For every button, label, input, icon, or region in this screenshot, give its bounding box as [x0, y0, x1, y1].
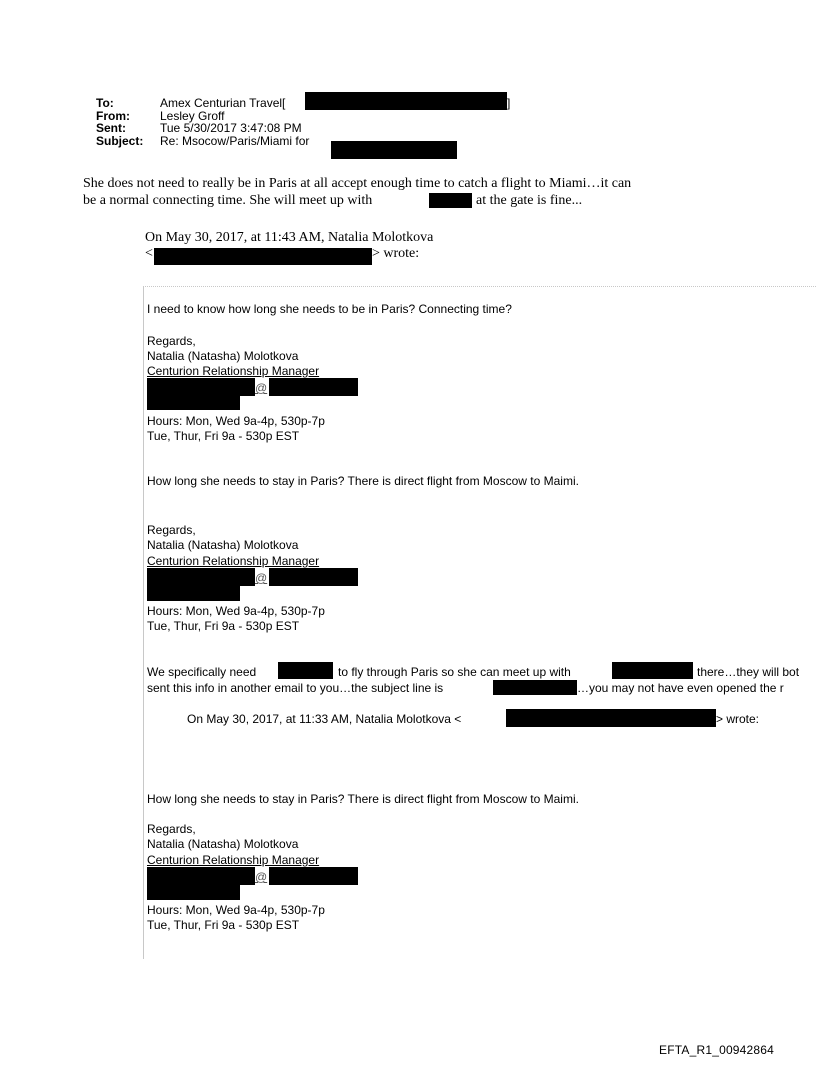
reply-line-1: She does not need to really be in Paris at all accept enough time to catch a flight to Miami…it can [83, 176, 632, 191]
sig3-hours-1: Hours: Mon, Wed 9a-4p, 530p-7p [147, 903, 325, 917]
sig1-title: Centurion Relationship Manager [147, 364, 320, 378]
sig2-regards: Regards, [147, 523, 196, 537]
to-value: Amex Centurian Travel[ [160, 96, 286, 110]
sig3-regards: Regards, [147, 822, 196, 836]
sig2-title: Centurion Relationship Manager [147, 554, 320, 568]
quote-header-line-2a: < [145, 246, 153, 261]
sig2-hours-1: Hours: Mon, Wed 9a-4p, 530p-7p [147, 604, 325, 618]
reply-line-2a: be a normal connecting time. She will meet up with [83, 193, 373, 208]
redaction-sig2-extra [147, 586, 240, 601]
subject-value: Re: Msocow/Paris/Miami for [160, 134, 310, 148]
redaction-sig1-domain [269, 378, 358, 396]
redaction-sig3-domain [269, 867, 358, 885]
sig3-at: @ [255, 870, 268, 884]
from-value: Lesley Groff [160, 109, 225, 123]
sig2-hours-2: Tue, Thur, Fri 9a - 530p EST [147, 619, 300, 633]
bates-number: EFTA_R1_00942864 [659, 1043, 775, 1057]
redaction-msg3-name-1 [278, 662, 333, 679]
sig2-name: Natalia (Natasha) Molotkova [147, 538, 299, 552]
redaction-quote2-email [506, 709, 716, 727]
msg3-line-1b: to fly through Paris so she can meet up with [338, 665, 571, 679]
to-label: To: [96, 96, 114, 110]
quote-top-rule [143, 286, 816, 287]
sent-label: Sent: [96, 121, 126, 135]
sig3-title: Centurion Relationship Manager [147, 853, 320, 867]
quote2-line-b: > wrote: [716, 712, 760, 726]
msg1-question: I need to know how long she needs to be in Paris? Connecting time? [147, 302, 512, 316]
sig1-regards: Regards, [147, 334, 196, 348]
redaction-sig2-domain [269, 568, 358, 586]
sig1-at: @ [255, 381, 268, 395]
redaction-msg3-subject [493, 680, 577, 695]
quote-left-rule [143, 286, 144, 959]
msg3-line-1a: We specifically need [147, 665, 257, 679]
sig1-hours-1: Hours: Mon, Wed 9a-4p, 530p-7p [147, 414, 325, 428]
redaction-quote-email [154, 248, 372, 265]
redaction-sig1-user [147, 378, 255, 396]
subject-label: Subject: [96, 134, 144, 148]
redaction-subject-name [331, 141, 457, 159]
redaction-sig3-user [147, 867, 255, 885]
to-trailing-bracket: ] [507, 96, 511, 110]
quote-header-line-2b: > wrote: [372, 246, 420, 261]
quote-header-line-1: On May 30, 2017, at 11:43 AM, Natalia Molotkova [145, 230, 434, 245]
msg2-question: How long she needs to stay in Paris? There is direct flight from Moscow to Maimi. [147, 474, 579, 488]
sent-value: Tue 5/30/2017 3:47:08 PM [160, 121, 302, 135]
msg3-line-2b: …you may not have even opened the r [577, 681, 784, 695]
redaction-msg3-name-2 [612, 662, 693, 679]
msg4-question: How long she needs to stay in Paris? There is direct flight from Moscow to Maimi. [147, 792, 579, 806]
sig3-hours-2: Tue, Thur, Fri 9a - 530p EST [147, 918, 300, 932]
reply-line-2b: at the gate is fine... [476, 193, 583, 208]
quote2-line-a: On May 30, 2017, at 11:33 AM, Natalia Molotkova < [187, 712, 462, 726]
redaction-sig2-user [147, 568, 255, 586]
redaction-sig3-extra [147, 885, 240, 900]
msg3-line-2a: sent this info in another email to you…the subject line is [147, 681, 444, 695]
from-label: From: [96, 109, 130, 123]
redaction-to-address [305, 92, 507, 110]
redaction-reply-name [429, 193, 472, 208]
sig2-at: @ [255, 571, 268, 585]
redaction-sig1-extra [147, 396, 240, 410]
sig1-hours-2: Tue, Thur, Fri 9a - 530p EST [147, 429, 300, 443]
msg3-line-1c: there…they will bot [697, 665, 800, 679]
sig1-name: Natalia (Natasha) Molotkova [147, 349, 299, 363]
sig3-name: Natalia (Natasha) Molotkova [147, 837, 299, 851]
